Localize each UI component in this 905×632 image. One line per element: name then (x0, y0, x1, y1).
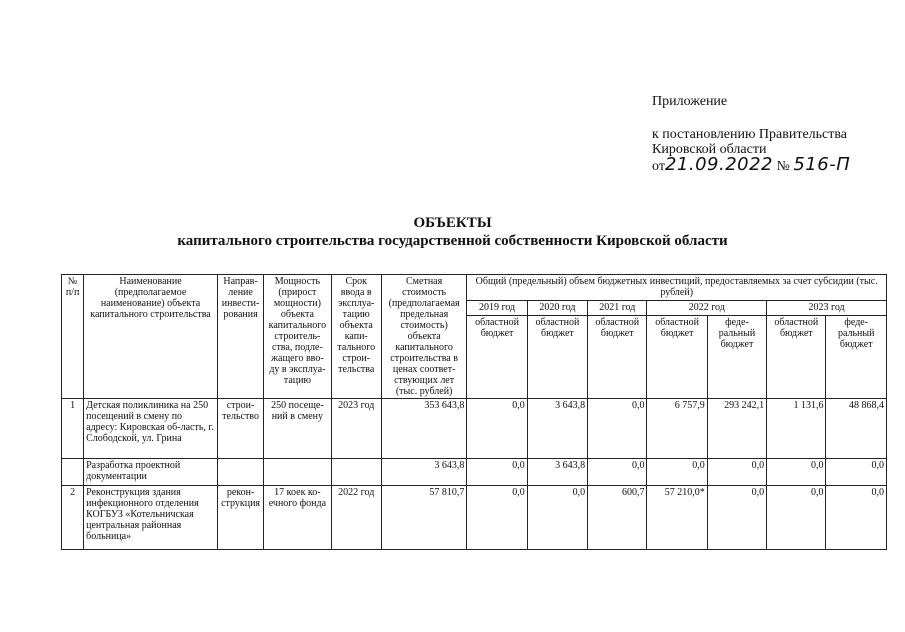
table-row (62, 486, 887, 550)
table-row (62, 399, 887, 459)
header-term: Срок ввода в эксплуа-тацию объекта капи-тального строи-тельства (331, 275, 381, 399)
header-year-2023: 2023 год (767, 301, 887, 316)
number-sign: № (776, 159, 790, 174)
row-value: 0,0 (467, 399, 527, 459)
row-num: 2 (62, 486, 84, 550)
row-value: 0,0 (588, 399, 647, 459)
header-sub-2022-regional: областной бюджет (647, 316, 707, 399)
resolution-block (652, 127, 850, 174)
row-value: 0,0 (588, 459, 647, 486)
handwritten-number: 516-П (793, 154, 851, 175)
row-value: 0,0 (527, 486, 587, 550)
header-year-2022: 2022 год (647, 301, 767, 316)
header-sub-2020-regional: областной бюджет (527, 316, 587, 399)
document-title: ОБЪЕКТЫ (413, 215, 492, 231)
row-name: Разработка проектной документации (84, 459, 218, 486)
row-value: 6 757,9 (647, 399, 707, 459)
document-subtitle: капитального строительства государственной собственности Кировской области (177, 233, 728, 249)
date-prefix: от (652, 159, 665, 174)
row-num (62, 459, 84, 486)
row-value: 0,0 (647, 459, 707, 486)
row-capacity (264, 459, 331, 486)
row-value: 1 131,6 (767, 399, 826, 459)
row-value: 0,0 (767, 459, 826, 486)
row-capacity: 250 посеще-ний в смену (264, 399, 331, 459)
row-value: 0,0 (767, 486, 826, 550)
table-row (62, 459, 887, 486)
handwritten-date: 21.09.2022 (664, 154, 773, 175)
row-direction: рекон-струкция (217, 486, 263, 550)
header-direction: Направ-ление инвести-рования (217, 275, 263, 399)
row-value: 3 643,8 (527, 459, 587, 486)
row-value: 0,0 (707, 459, 766, 486)
row-value: 3 643,8 (527, 399, 587, 459)
header-sub-2023-federal: феде-ральный бюджет (826, 316, 887, 399)
row-capacity: 17 коек ко-ечного фонда (264, 486, 331, 550)
header-sub-2022-federal: феде-ральный бюджет (707, 316, 766, 399)
row-term: 2023 год (331, 399, 381, 459)
header-year-2020: 2020 год (527, 301, 587, 316)
row-cost: 57 810,7 (381, 486, 467, 550)
row-value: 57 210,0* (647, 486, 707, 550)
resolution-line-1: к постановлению Правительства (652, 127, 848, 142)
row-term: 2022 год (331, 486, 381, 550)
row-value: 0,0 (826, 486, 887, 550)
header-sub-2023-regional: областной бюджет (767, 316, 826, 399)
row-value: 0,0 (826, 459, 887, 486)
appendix-label: Приложение (652, 94, 728, 109)
row-value: 48 868,4 (826, 399, 887, 459)
row-num: 1 (62, 399, 84, 459)
header-sub-2021-regional: областной бюджет (588, 316, 647, 399)
row-name: Детская поликлиника на 250 посещений в смену по адресу: Кировская об-ласть, г. Слободской, ул. Грина (84, 399, 218, 459)
header-capacity: Мощность (прирост мощности) объекта капитального строитель-ства, подле-жащего вво-ду в эксплуа-тацию (264, 275, 331, 399)
row-cost: 353 643,8 (381, 399, 467, 459)
objects-table (61, 274, 887, 550)
header-total: Общий (предельный) объем бюджетных инвестиций, предоставляемых за счет субсидии (тыс. рублей) (467, 275, 887, 301)
row-direction: строи-тельство (217, 399, 263, 459)
header-cost: Сметная стоимость (предполагаемая предельная стоимость) объекта капитального строительства в ценах соответ-ствующих лет (тыс. рублей) (381, 275, 467, 399)
row-name: Реконструкция здания инфекционного отделения КОГБУЗ «Котельничская центральная районная больница» (84, 486, 218, 550)
header-num: № п/п (62, 275, 84, 399)
header-name: Наименование (предполагаемое наименование) объекта капитального строительства (84, 275, 218, 399)
header-sub-2019-regional: областной бюджет (467, 316, 527, 399)
row-term (331, 459, 381, 486)
header-row-1 (62, 275, 887, 301)
header-year-2019: 2019 год (467, 301, 527, 316)
row-value: 600,7 (588, 486, 647, 550)
row-cost: 3 643,8 (381, 459, 467, 486)
resolution-date-line (652, 154, 851, 175)
row-value: 0,0 (467, 459, 527, 486)
row-value: 0,0 (467, 486, 527, 550)
row-value: 293 242,1 (707, 399, 766, 459)
resolution-line-2: Кировской области (652, 142, 767, 157)
header-year-2021: 2021 год (588, 301, 647, 316)
row-direction (217, 459, 263, 486)
row-value: 0,0 (707, 486, 766, 550)
